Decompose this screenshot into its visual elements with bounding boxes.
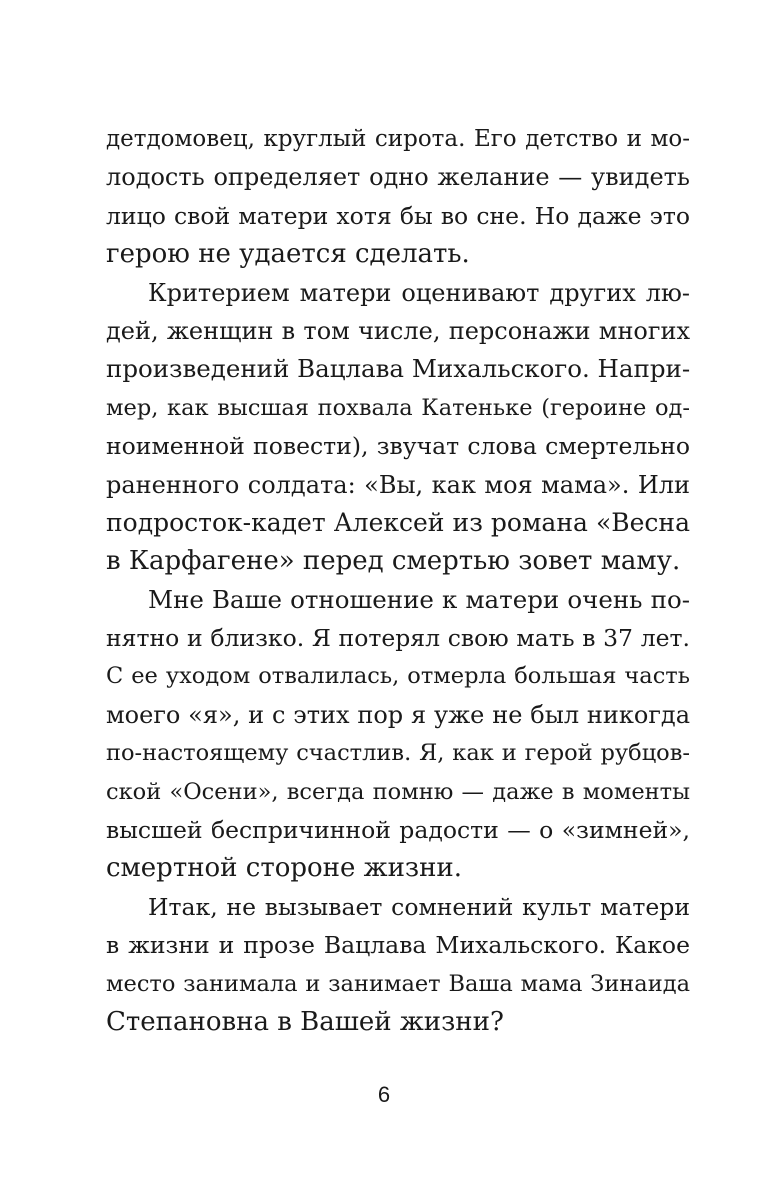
text-line: в Карфагене» перед смертью зовет маму. [106, 546, 681, 577]
text-line: Критерием матери оценивают других лю- [148, 278, 690, 307]
text-line: ской «Осени», всегда помню — даже в моменты [106, 778, 690, 805]
text-line: подросток-кадет Алексей из романа «Весна [106, 507, 690, 537]
text-line: ноименной повести), звучат слова смертельно [106, 432, 690, 461]
text-line: место занимала и занимает Ваша мама Зинаида [106, 970, 690, 997]
body-text [106, 120, 690, 1041]
text-line: С ее уходом отвалилась, отмерла большая часть [106, 663, 690, 690]
paragraph-1 [106, 120, 690, 274]
text-line: детдомовец, круглый сирота. Его детство и мо- [106, 126, 690, 152]
text-line: лицо свой матери хотя бы во сне. Но даже это [106, 201, 690, 230]
text-line: произведений Вацлава Михальского. Напри- [106, 354, 691, 384]
text-line: дей, женщин в том числе, персонажи многих [106, 316, 690, 345]
paragraph-2 [106, 274, 690, 581]
text-line: нятно и близко. Я потерял свою мать в 37 лет. [106, 624, 690, 653]
text-line: Степановна в Вашей жизни? [106, 1006, 504, 1037]
page-number: 6 [377, 1082, 391, 1107]
text-line: Итак, не вызывает сомнений культ матери [148, 892, 690, 921]
text-line: по-настоящему счастлив. Я, как и герой рубцов- [106, 740, 690, 767]
text-line: Мне Ваше отношение к матери очень по- [148, 584, 690, 614]
paragraph-4 [106, 888, 690, 1042]
text-line: раненного солдата: «Вы, как моя мама». Или [106, 470, 690, 499]
text-line: мер, как высшая похвала Катеньке (героине од- [106, 394, 690, 421]
paragraph-3 [106, 581, 690, 888]
text-line: высшей беспричинной радости — о «зимней», [106, 816, 690, 845]
text-line: моего «я», и с этих пор я уже не был никогда [106, 700, 690, 729]
text-line: герою не удается сделать. [106, 239, 470, 270]
text-line: лодость определяет одно желание — увидеть [106, 163, 690, 192]
text-line: смертной стороне жизни. [106, 853, 463, 884]
text-line: в жизни и прозе Вацлава Михальского. Какое [106, 931, 690, 960]
